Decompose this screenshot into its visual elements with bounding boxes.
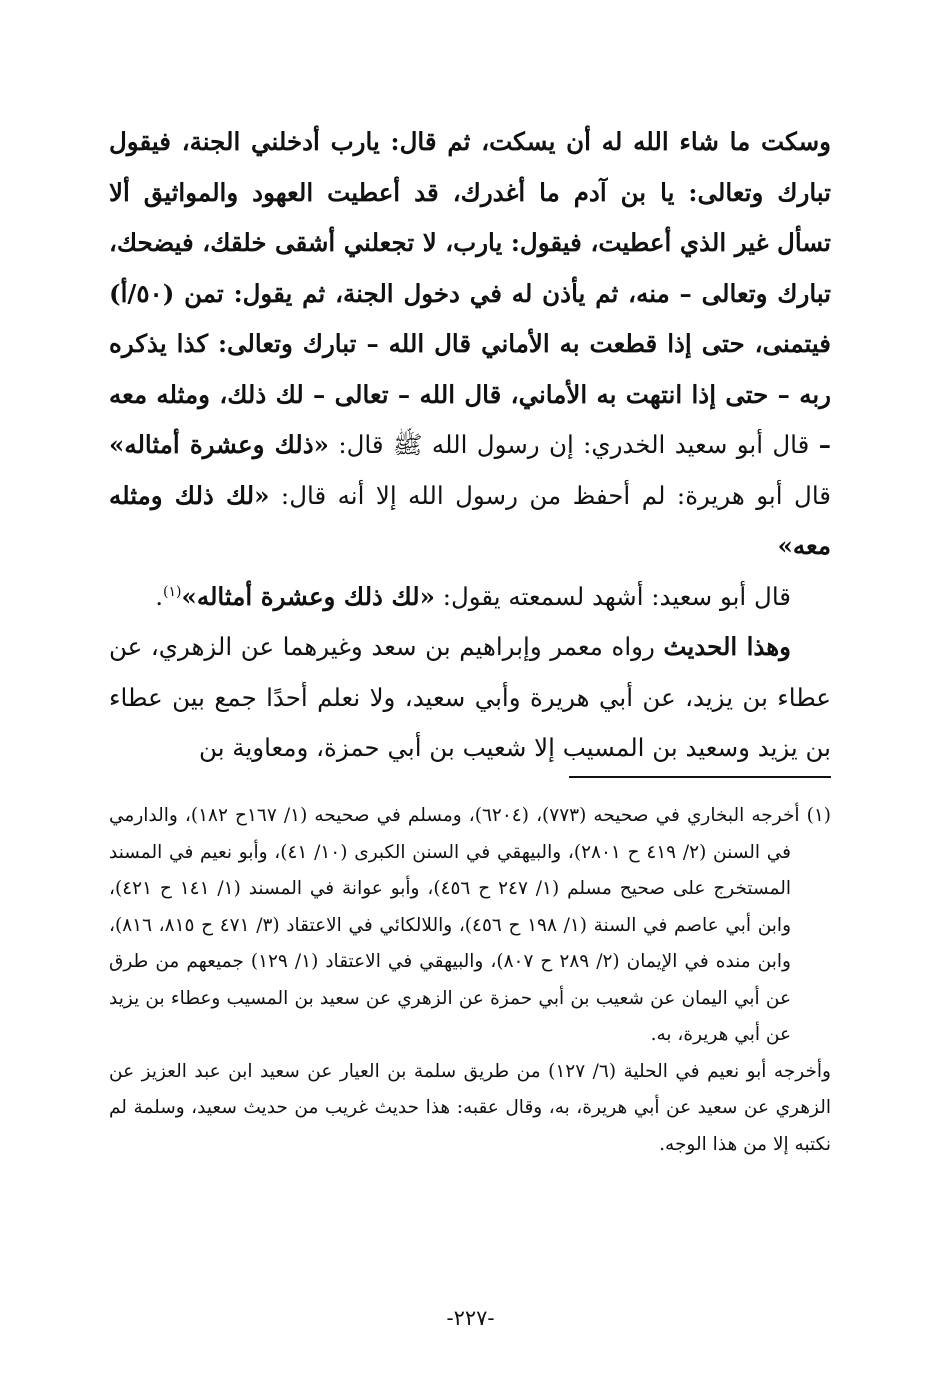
paragraph-1-quote-1: «ذلك وعشرة أمثاله»	[109, 430, 329, 459]
paragraph-1-narration: قال أبو سعيد الخدري: إن رسول الله ﷺ قال:	[328, 430, 819, 459]
footnotes-block	[109, 798, 831, 1163]
paragraph-1-quote-2: «لك ذلك ومثله معه»	[109, 480, 831, 560]
paragraph-2-quote: «لك ذلك وعشرة أمثاله»	[181, 581, 435, 611]
main-text-block	[109, 117, 831, 774]
footnote-reference[interactable]: (١)	[163, 583, 182, 600]
paragraph-2-text: قال أبو سعيد: أشهد لسمعته يقول:	[434, 581, 791, 611]
page-number: -٢٢٧-	[446, 1306, 495, 1330]
footnote-1: (١) أخرجه البخاري في صحيحه (٧٧٣)، (٦٢٠٤)، ومسلم في صحيحه (١/ ١٦٧ح ١٨٢)، والدارمي في السنن (٢/ ٤١٩ ح ٢٨٠١)، والبيهقي في السنن الكبرى (١٠/ ٤١)، وأبو نعيم في المسند المستخرج على صحيح مسلم (١/ ٢٤٧ ح ٤٥٦)، وأبو عوانة في المسند (١/ ١٤١ ح ٤٢١)، وابن أبي عاصم في السنة (١/ ١٩٨ ح ٤٥٦)، واللالكائي في الاعتقاد (٣/ ٤٧١ ح ٨١٥، ٨١٦)، وابن منده في الإيمان (٢/ ٢٨٩ ح ٨٠٧)، والبيهقي في الاعتقاد (١/ ١٢٩) جميعهم من طرق عن أبي اليمان عن شعيب بن أبي حمزة عن الزهري عن سعيد بن المسيب وعطاء بن يزيد عن أبي هريرة، به.	[109, 805, 831, 1045]
paragraph-2-end: .	[155, 581, 164, 611]
paragraph-3	[109, 622, 831, 774]
paragraph-2	[109, 572, 831, 623]
paragraph-1	[109, 117, 831, 572]
paragraph-1-bold-part: وسكت ما شاء الله له أن يسكت، ثم قال: يارب أدخلني الجنة، فيقول تبارك وتعالى: يا بن آدم ما أغدرك، قد أعطيت العهود والمواثيق ألا تسأل غير الذي أعطيت، فيقول: يارب، لا تجعلني أشقى خلقك، فيضحك، تبارك وتعالى – منه، ثم يأذن له في دخول الجنة، ثم يقول: تمن (٥٠/أ) فيتمنى، حتى إذا قطعت به الأماني قال الله – تبارك وتعالى: كذا يذكره ربه – حتى إذا انتهت به الأماني، قال الله – تعالى – لك ذلك، ومثله معه –	[109, 127, 831, 459]
paragraph-3-text: رواه معمر وإبراهيم بن سعد وغيرهما عن الزهري، عن عطاء بن يزيد، عن أبي هريرة وأبي سعيد، ولا نعلم أحدًا جمع بين عطاء بن يزيد وسعيد بن المسيب إلا شعيب بن أبي حمزة، ومعاوية بن	[109, 632, 831, 762]
paragraph-3-lead: وهذا الحديث	[663, 632, 791, 661]
footnote-separator	[569, 776, 831, 778]
footnote-1-continuation: وأخرجه أبو نعيم في الحلية (٦/ ١٢٧) من طريق سلمة بن العيار عن سعيد ابن عبد العزيز عن الزهري عن سعيد عن أبي هريرة، به، وقال عقبه: هذا حديث غريب من حديث سعيد، وسلمة لم نكتبه إلا من هذا الوجه.	[109, 1060, 831, 1155]
paragraph-1-narration-2: قال أبو هريرة: لم أحفظ من رسول الله إلا أنه قال:	[269, 480, 831, 510]
